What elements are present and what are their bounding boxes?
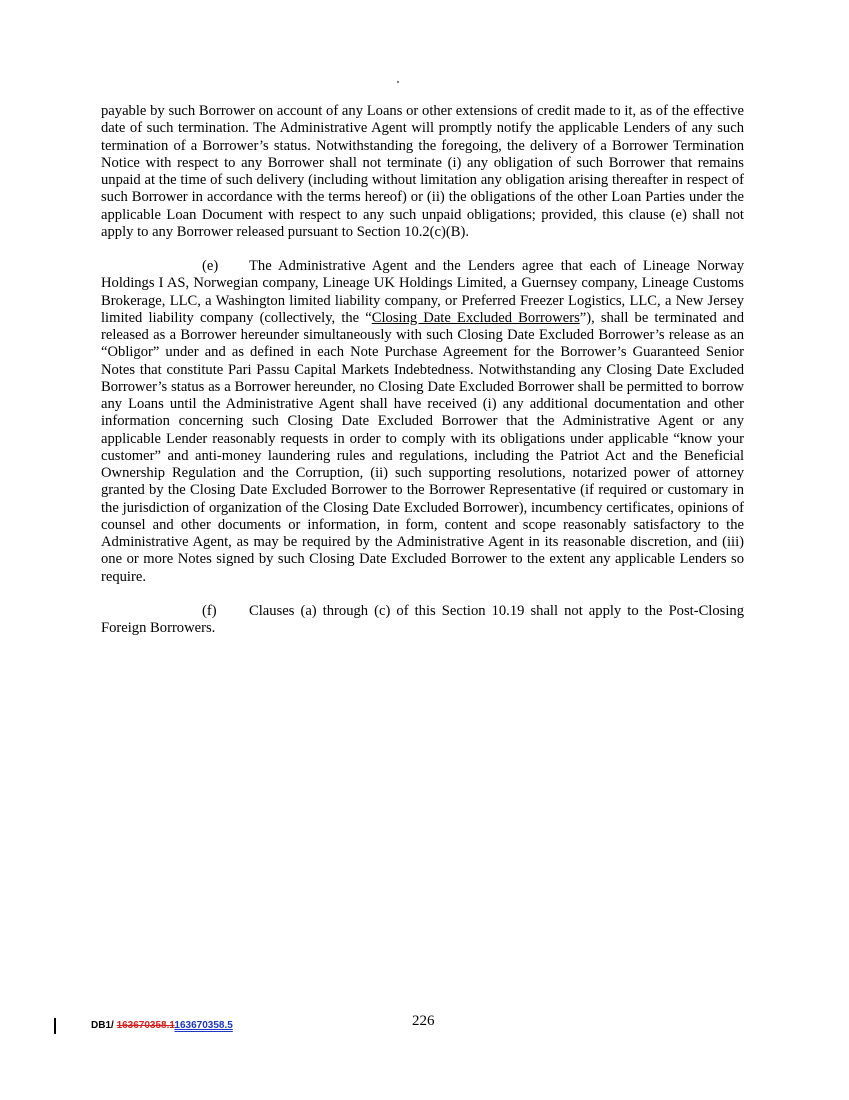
defined-term-closing-date-excluded-borrowers: Closing Date Excluded Borrowers bbox=[371, 309, 580, 326]
footer-id-prefix: DB1/ bbox=[91, 1020, 117, 1031]
header-dot-mark bbox=[397, 81, 399, 83]
footer-inserted-id: 163670358.5 bbox=[174, 1020, 233, 1031]
paragraph-e-text-before: The Administrative Agent and the Lenders agree that each of Lineage Norway Holdings I AS, Norwegian company, Lineage UK Holdings Limited, a Guernsey company, Lineage Customs Brokerage, LLC, a Washington limited liability company, or Preferred Freezer Logistics, LLC, a New Jersey limited liability company (collectively, the “ bbox=[101, 258, 744, 326]
paragraph-e bbox=[101, 258, 744, 586]
page-number: 226 bbox=[412, 1013, 435, 1029]
paragraph-d-continuation: payable by such Borrower on account of any Loans or other extensions of credit made to it, as of the effective date of such termination. The Administrative Agent will promptly notify the applicable Lenders of any such termination of a Borrower’s status. Notwithstanding the foregoing, the delivery of a Borrower Termination Notice with respect to any Borrower shall not terminate (i) any obligation of such Borrower that remains unpaid at the time of such delivery (including without limitation any obligation arising thereafter in respect of such Borrower in accordance with the terms hereof) or (ii) the obligations of the other Loan Parties under the applicable Loan Document with respect to any such unpaid obligations; provided, this clause (e) shall not apply to any Borrower released pursuant to Section 10.2(c)(B). bbox=[101, 103, 744, 240]
document-body bbox=[101, 103, 744, 654]
footer-deleted-id: 163670358.1 bbox=[116, 1020, 175, 1031]
paragraph-f-text: Clauses (a) through (c) of this Section 10.19 shall not apply to the Post-Closing Foreign Borrowers. bbox=[101, 602, 744, 636]
revision-change-bar bbox=[54, 1018, 56, 1034]
paragraph-e-label: (e) bbox=[202, 258, 219, 274]
footer-document-id bbox=[91, 1020, 233, 1031]
paragraph-f-label: (f) bbox=[202, 602, 217, 619]
paragraph-f bbox=[101, 603, 744, 638]
paragraph-e-text-after: ”), shall be terminated and released as a Borrower hereunder simultaneously with such Closing Date Excluded Borrower’s release as an “Obligor” under and as defined in each Note Purchase Agreement for the Borrower’s Guaranteed Senior Notes that constitute Pari Passu Capital Markets Indebtedness. Notwithstanding any Closing Date Excluded Borrower’s status as a Borrower hereunder, no Closing Date Excluded Borrower shall be permitted to borrow any Loans until the Administrative Agent shall have received (i) any additional documentation and other information concerning such Closing Date Excluded Borrower that the Administrative Agent or any applicable Lender reasonably requests in order to comply with its obligations under applicable “know your customer” and anti-money laundering rules and regulations, including the Patriot Act and the Beneficial Ownership Regulation and the Corruption, (ii) such supporting resolutions, notarized power of attorney granted by the Closing Date Excluded Borrower to the Borrower Representative (if required or customary in the jurisdiction of organization of the Closing Date Excluded Borrower), incumbency certificates, opinions of counsel and other documents or information, in form, content and scope reasonably satisfactory to the Administrative Agent, as may be required by the Administrative Agent in its reasonable discretion, and (iii) one or more Notes signed by such Closing Date Excluded Borrower to the extent any applicable Lenders so require. bbox=[101, 309, 745, 585]
